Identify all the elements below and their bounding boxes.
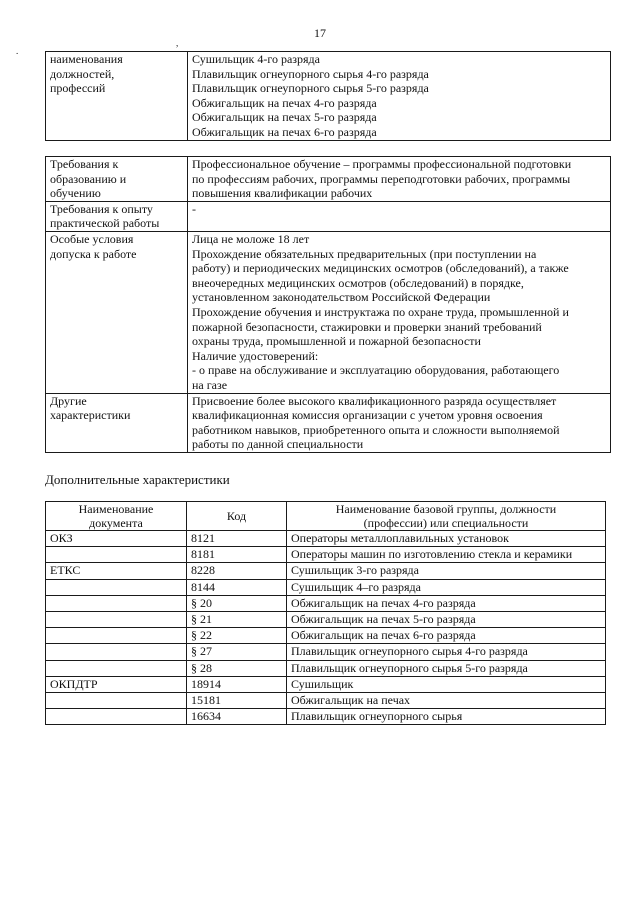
name-cell: Обжигальщик на печах 6-го разряда: [287, 628, 606, 644]
doc-cell: [46, 579, 187, 595]
table-row: [46, 547, 606, 563]
code-cell: 8121: [187, 531, 287, 547]
text-line: по профессиям рабочих, программы переподготовки рабочих, программы: [192, 171, 571, 186]
code-cell: § 20: [187, 595, 287, 611]
position-item: Обжигальщик на печах 6-го разряда: [192, 124, 377, 139]
text-line: -: [192, 201, 196, 216]
doc-cell: [46, 644, 187, 660]
doc-cell: [46, 595, 187, 611]
conditions-value-cell: [188, 231, 611, 393]
label-line: образованию и: [50, 171, 127, 186]
page-number: 17: [314, 26, 326, 40]
position-item: Плавильщик огнеупорного сырья 5-го разряда: [192, 81, 429, 96]
text-line: Лица не моложе 18 лет: [192, 231, 310, 246]
text-line: работником навыков, приобретенного опыта и сложности выполняемой: [192, 422, 560, 437]
text-line: Присвоение более высокого квалификационного разряда осуществляет: [192, 393, 557, 408]
text-line: установленном законодательством Российской Федерации: [192, 290, 491, 305]
doc-cell: [46, 628, 187, 644]
experience-value-cell: [188, 201, 611, 231]
doc-cell: ОКЗ: [46, 531, 187, 547]
doc-cell: [46, 709, 187, 725]
name-cell: Сушильщик: [287, 676, 606, 692]
table-row: [46, 595, 606, 611]
label-line: должностей,: [50, 66, 115, 81]
other-label-cell: [46, 393, 188, 452]
table-row: [46, 563, 606, 579]
label-line: профессий: [50, 81, 106, 96]
text-line: работу) и периодических медицинских осмотров (обследований), а также: [192, 261, 569, 276]
doc-cell: [46, 612, 187, 628]
code-cell: § 22: [187, 628, 287, 644]
table-row: [46, 52, 611, 141]
text-line: внеочередных медицинских осмотров (обследований) в порядке,: [192, 275, 524, 290]
code-cell: 16634: [187, 709, 287, 725]
positions-label-cell: [46, 52, 188, 141]
header-line: (профессии) или специальности: [363, 516, 529, 530]
text-line: квалификационная комиссия организации с учетом уровня освоения: [192, 408, 543, 423]
table-row: [46, 231, 611, 393]
positions-table: [45, 51, 611, 141]
header-code: Код: [187, 502, 287, 531]
label-line: Требования к: [50, 157, 119, 171]
text-line: Прохождение обучения и инструктажа по охране труда, промышленной и: [192, 304, 569, 319]
name-cell: Обжигальщик на печах 4-го разряда: [287, 595, 606, 611]
text-line: пожарной безопасности, стажировки и проверки знаний требований: [192, 319, 542, 334]
requirements-table: [45, 156, 611, 453]
additional-table: [45, 501, 606, 725]
position-item: Обжигальщик на печах 4-го разряда: [192, 95, 377, 110]
code-cell: 18914: [187, 676, 287, 692]
code-cell: 15181: [187, 693, 287, 709]
label-line: допуска к работе: [50, 246, 137, 261]
label-line: Особые условия: [50, 231, 134, 246]
name-cell: Сушильщик 4–го разряда: [287, 579, 606, 595]
code-cell: § 21: [187, 612, 287, 628]
name-cell: Плавильщик огнеупорного сырья 4-го разряда: [287, 644, 606, 660]
name-cell: Обжигальщик на печах: [287, 693, 606, 709]
position-item: Плавильщик огнеупорного сырья 4-го разряда: [192, 66, 429, 81]
doc-cell: [46, 693, 187, 709]
label-line: Другие: [50, 393, 87, 408]
header-line: документа: [89, 516, 143, 530]
conditions-label-cell: [46, 231, 188, 393]
code-cell: 8228: [187, 563, 287, 579]
name-cell: Сушильщик 3-го разряда: [287, 563, 606, 579]
name-cell: Плавильщик огнеупорного сырья: [287, 709, 606, 725]
table-row: [46, 201, 611, 231]
label-line: наименования: [50, 52, 123, 66]
experience-label-cell: [46, 201, 188, 231]
table-header-row: [46, 502, 606, 531]
table-row: [46, 157, 611, 202]
table-row: [46, 612, 606, 628]
table-row: [46, 644, 606, 660]
scan-mark: .: [16, 46, 19, 56]
text-line: Наличие удостоверений:: [192, 348, 319, 363]
label-line: Требования к опыту: [50, 201, 153, 216]
doc-cell: ЕТКС: [46, 563, 187, 579]
text-line: Профессиональное обучение – программы профессиональной подготовки: [192, 157, 572, 171]
text-line: работы по данной специальности: [192, 437, 364, 452]
text-line: Прохождение обязательных предварительных (при поступлении на: [192, 246, 537, 261]
name-cell: Обжигальщик на печах 5-го разряда: [287, 612, 606, 628]
header-line: Наименование: [78, 502, 154, 516]
header-line: Наименование базовой группы, должности: [335, 502, 557, 516]
scan-mark: ,: [176, 38, 179, 48]
table-row: [46, 628, 606, 644]
table-row: [46, 579, 606, 595]
text-line: охраны труда, промышленной и пожарной безопасности: [192, 334, 481, 349]
header-doc: [46, 502, 187, 531]
table-row: [46, 660, 606, 676]
positions-values-cell: [188, 52, 611, 141]
table-row: [46, 393, 611, 452]
table-row: [46, 709, 606, 725]
doc-cell: [46, 660, 187, 676]
other-value-cell: [188, 393, 611, 452]
education-label-cell: [46, 157, 188, 202]
label-line: характеристики: [50, 408, 131, 423]
text-line: на газе: [192, 377, 228, 392]
education-value-cell: [188, 157, 611, 202]
label-line: практической работы: [50, 216, 160, 231]
code-cell: § 27: [187, 644, 287, 660]
name-cell: Плавильщик огнеупорного сырья 5-го разряда: [287, 660, 606, 676]
position-item: Обжигальщик на печах 5-го разряда: [192, 110, 377, 125]
name-cell: Операторы металлоплавильных установок: [287, 531, 606, 547]
position-item: Сушильщик 4-го разряда: [192, 52, 320, 66]
header-name: [287, 502, 606, 531]
code-cell: 8181: [187, 547, 287, 563]
code-cell: 8144: [187, 579, 287, 595]
code-cell: § 28: [187, 660, 287, 676]
text-line: повышения квалификации рабочих: [192, 186, 373, 201]
text-line: - о праве на обслуживание и эксплуатацию оборудования, работающего: [192, 363, 560, 378]
table-row: [46, 531, 606, 547]
table-row: [46, 693, 606, 709]
doc-cell: [46, 547, 187, 563]
name-cell: Операторы машин по изготовлению стекла и керамики: [287, 547, 606, 563]
table-row: [46, 676, 606, 692]
doc-cell: ОКПДТР: [46, 676, 187, 692]
section-heading: Дополнительные характеристики: [45, 472, 230, 487]
label-line: обучению: [50, 186, 101, 201]
